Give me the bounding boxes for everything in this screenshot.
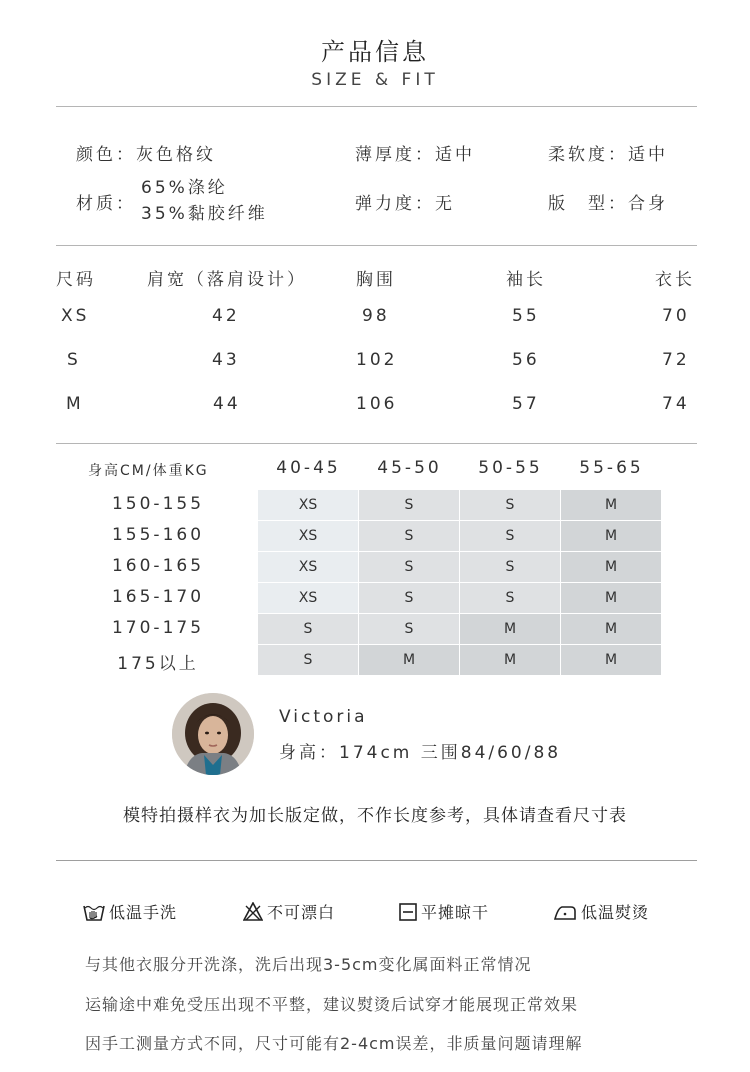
rec-height-label: 150-155	[111, 494, 205, 514]
no-bleach-icon	[243, 902, 263, 922]
rec-weight-header: 50-55	[478, 458, 543, 478]
rec-height-label: 155-160	[111, 525, 205, 545]
rec-cell: M	[460, 614, 560, 644]
model-stats: 身高：174cm 三围84/60/88	[279, 743, 562, 763]
attr-softness: 柔软度：适中	[548, 145, 668, 165]
divider-size-table	[56, 443, 697, 444]
care-label: 平摊晾干	[421, 903, 490, 922]
page-title: 产品信息	[321, 38, 429, 66]
size-cell: 102	[356, 350, 398, 370]
rec-height-label: 175以上	[117, 654, 199, 674]
size-header-size: 尺码	[56, 270, 96, 290]
rec-cell: M	[561, 583, 661, 613]
rec-cell: S	[460, 552, 560, 582]
size-header-length: 衣长	[655, 270, 695, 290]
divider-top	[56, 106, 697, 107]
rec-height-label: 170-175	[111, 618, 205, 638]
care-label: 低温手洗	[109, 903, 178, 922]
size-header-sleeve: 袖长	[506, 270, 546, 290]
attr-elasticity: 弹力度：无	[355, 194, 455, 214]
attr-material-values	[141, 175, 268, 227]
care-item-hand-wash	[83, 900, 177, 923]
size-cell: S	[67, 350, 81, 370]
rec-height-label: 165-170	[111, 587, 205, 607]
divider-care	[56, 860, 697, 861]
model-note: 模特拍摄样衣为加长版定做，不作长度参考，具体请查看尺寸表	[123, 806, 627, 826]
rec-cell: XS	[258, 552, 358, 582]
care-item-low-iron	[553, 900, 649, 923]
care-label: 不可漂白	[267, 903, 336, 922]
size-cell: 42	[212, 306, 240, 326]
size-header-chest: 胸围	[356, 270, 396, 290]
attr-color: 颜色：灰色格纹	[76, 145, 216, 165]
size-cell: 56	[512, 350, 540, 370]
size-cell: M	[66, 394, 84, 414]
rec-corner-label: 身高CM/体重KG	[88, 463, 209, 479]
dry-flat-icon	[399, 902, 417, 922]
hand-wash-icon	[83, 902, 105, 922]
rec-cell: XS	[258, 521, 358, 551]
rec-cell: M	[561, 490, 661, 520]
low-iron-icon	[553, 902, 577, 922]
rec-cell: M	[561, 645, 661, 675]
model-portrait-icon	[172, 693, 254, 775]
size-cell: 43	[212, 350, 240, 370]
care-item-no-bleach	[243, 900, 335, 923]
size-cell: 98	[362, 306, 390, 326]
attr-thickness: 薄厚度：适中	[355, 145, 475, 165]
size-cell: 74	[662, 394, 690, 414]
rec-weight-header: 45-50	[377, 458, 442, 478]
care-label: 低温熨烫	[581, 903, 650, 922]
rec-height-label: 160-165	[111, 556, 205, 576]
rec-cell: M	[359, 645, 459, 675]
rec-cell: S	[359, 552, 459, 582]
rec-cell: M	[561, 614, 661, 644]
model-name: Victoria	[279, 707, 368, 727]
rec-cell: S	[359, 490, 459, 520]
rec-cell: S	[359, 583, 459, 613]
rec-cell: S	[258, 645, 358, 675]
size-cell: 72	[662, 350, 690, 370]
attr-material-line2: 35%黏胶纤维	[141, 204, 268, 224]
size-cell: 55	[512, 306, 540, 326]
size-cell: 44	[213, 394, 241, 414]
size-cell: 57	[512, 394, 540, 414]
rec-cell: S	[460, 490, 560, 520]
size-cell: 70	[662, 306, 690, 326]
attr-material-label: 材质：	[76, 194, 136, 214]
size-cell: XS	[61, 306, 90, 326]
rec-weight-header: 55-65	[579, 458, 644, 478]
footer-note: 与其他衣服分开洗涤，洗后出现3-5cm变化属面料正常情况	[85, 955, 532, 974]
rec-cell: XS	[258, 583, 358, 613]
footer-note: 运输途中难免受压出现不平整，建议熨烫后试穿才能展现正常效果	[85, 995, 579, 1014]
attr-material-line1: 65%涤纶	[141, 178, 228, 198]
rec-cell: M	[561, 521, 661, 551]
rec-cell: S	[258, 614, 358, 644]
rec-cell: S	[359, 614, 459, 644]
size-header-shoulder: 肩宽（落肩设计）	[147, 270, 307, 290]
footer-note: 因手工测量方式不同，尺寸可能有2-4cm误差，非质量问题请理解	[85, 1034, 583, 1053]
rec-cell: S	[460, 521, 560, 551]
care-item-dry-flat	[399, 900, 489, 923]
rec-weight-header: 40-45	[276, 458, 341, 478]
model-avatar	[172, 693, 254, 775]
divider-attributes	[56, 245, 697, 246]
rec-cell: M	[561, 552, 661, 582]
rec-cell: M	[460, 645, 560, 675]
rec-cell: XS	[258, 490, 358, 520]
rec-cell: S	[460, 583, 560, 613]
size-cell: 106	[356, 394, 398, 414]
attr-fit: 版 型：合身	[548, 194, 668, 214]
page-subtitle: SIZE & FIT	[311, 70, 439, 90]
rec-cell: S	[359, 521, 459, 551]
